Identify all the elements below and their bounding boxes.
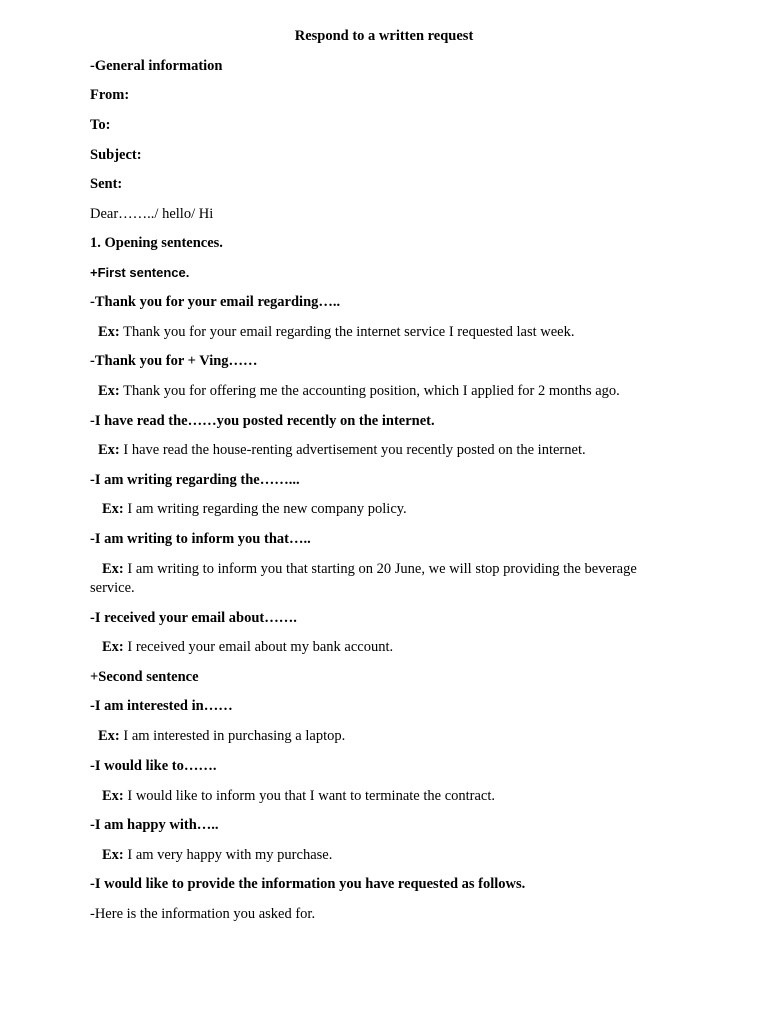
here-is-information-line: -Here is the information you asked for. — [90, 906, 316, 922]
example-text: I have read the house-renting advertisement you recently posted on the internet. — [123, 442, 586, 458]
provide-information-line: -I would like to provide the information you have requested as follows. — [90, 876, 526, 892]
ex-label: Ex: — [102, 639, 124, 655]
example-text: I am very happy with my purchase. — [127, 847, 333, 863]
ex-label: Ex: — [102, 788, 124, 804]
example-text: I am writing regarding the new company policy. — [127, 501, 407, 517]
ex-label: Ex: — [102, 561, 124, 577]
phrase-line: -I received your email about……. — [90, 610, 297, 626]
example-text: Thank you for offering me the accounting position, which I applied for 2 months ago. — [123, 383, 620, 399]
general-information-heading: -General information — [90, 58, 223, 74]
example-line — [98, 323, 574, 341]
example-line — [90, 560, 670, 597]
phrase-line: -I would like to……. — [90, 758, 217, 774]
phrase-line: -I am interested in…… — [90, 698, 233, 714]
example-line — [102, 787, 495, 805]
sent-label: Sent: — [90, 176, 123, 192]
phrase-line: -Thank you for your email regarding….. — [90, 294, 341, 310]
phrase-line: -I am writing to inform you that….. — [90, 531, 311, 547]
first-sentence-heading: +First sentence. — [90, 265, 190, 280]
example-text: Thank you for your email regarding the internet service I requested last week. — [123, 324, 575, 340]
phrase-line: -I am happy with….. — [90, 817, 219, 833]
ex-label: Ex: — [98, 324, 120, 340]
ex-label: Ex: — [98, 442, 120, 458]
ex-label: Ex: — [98, 383, 120, 399]
example-line — [98, 727, 345, 745]
example-text: I received your email about my bank account. — [127, 639, 394, 655]
ex-label: Ex: — [98, 728, 120, 744]
subject-label: Subject: — [90, 147, 142, 163]
phrase-line: -Thank you for + Ving…… — [90, 353, 258, 369]
from-label: From: — [90, 87, 130, 103]
to-label: To: — [90, 117, 111, 133]
phrase-line: -I am writing regarding the……... — [90, 472, 300, 488]
example-line — [102, 846, 332, 864]
example-line — [98, 382, 620, 400]
example-line — [98, 441, 586, 459]
phrase-line: -I have read the……you posted recently on the internet. — [90, 413, 435, 429]
example-text: I am interested in purchasing a laptop. — [123, 728, 346, 744]
example-line — [102, 638, 393, 656]
ex-label: Ex: — [102, 501, 124, 517]
opening-sentences-heading: 1. Opening sentences. — [90, 235, 223, 251]
ex-label: Ex: — [102, 847, 124, 863]
example-text: I am writing to inform you that starting on 20 June, we will stop providing the beverage service. — [90, 561, 637, 596]
second-sentence-heading: +Second sentence — [90, 669, 199, 685]
example-line — [102, 500, 407, 518]
example-text: I would like to inform you that I want to terminate the contract. — [127, 788, 496, 804]
greeting-line: Dear……../ hello/ Hi — [90, 206, 214, 222]
document-title: Respond to a written request — [294, 28, 474, 44]
